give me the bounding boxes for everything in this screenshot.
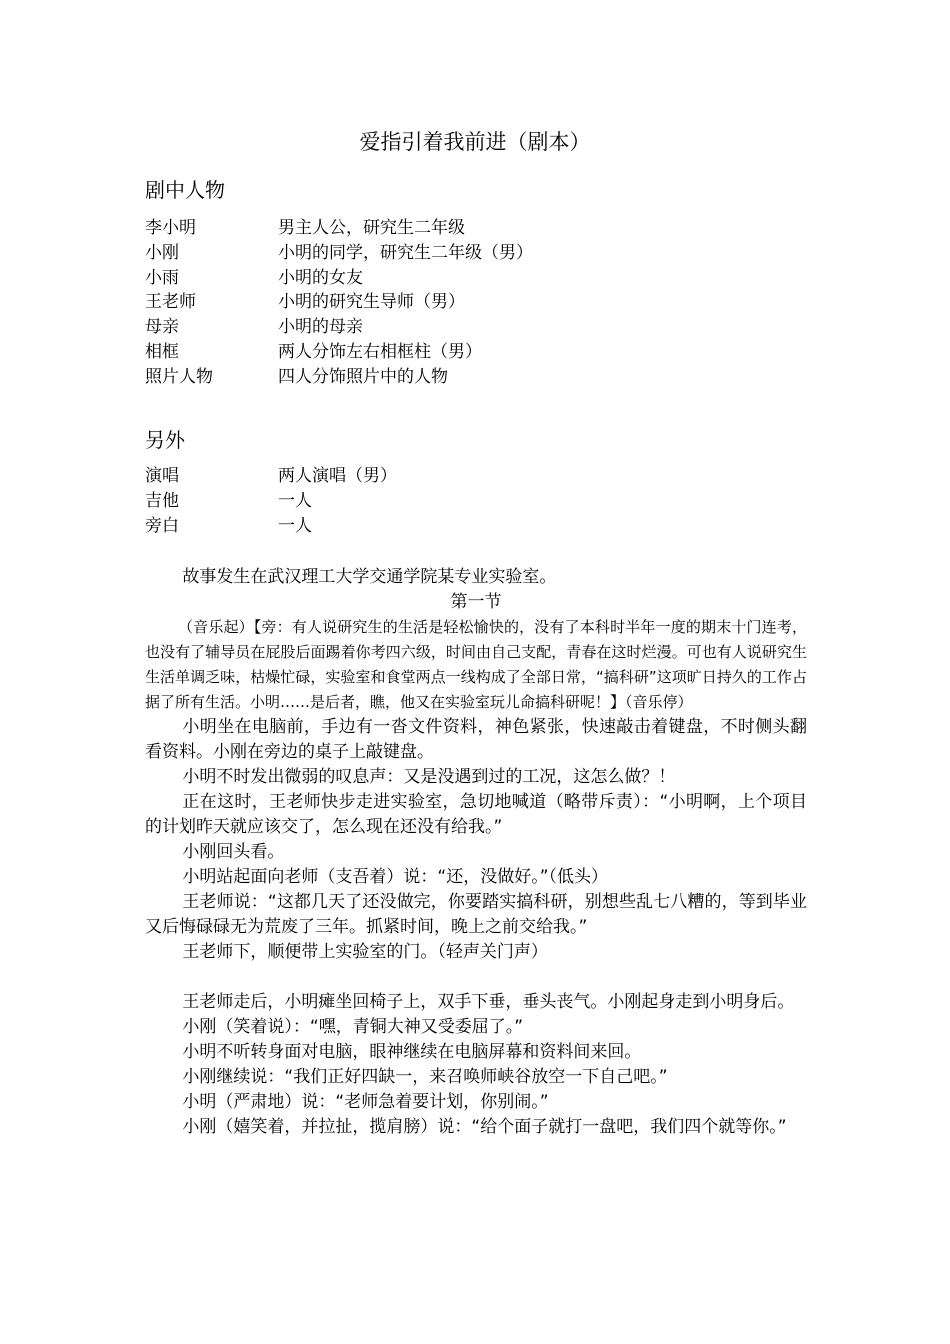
characters-heading: 剧中人物 (145, 178, 225, 202)
narration-paragraph: （音乐起）【旁：有人说研究生的生活是轻松愉快的，没有了本科时半年一度的期末十门连考，也没有了辅导员在屁股后面踢着你考四六级，时间由自己支配，青春在这时烂漫。可也有人说研究生生活单调乏味，枯燥忙碌，实验室和食堂两点一线构成了全部日常，“搞科研”这项旷日持久的工作占据了所有生活。小明……是后者，瞧，他又在实验室玩儿命搞科研呢！】（音乐停） (145, 618, 807, 711)
story-paragraph: 王老师下，顺便带上实验室的门。（轻声关门声） (182, 942, 548, 962)
others-row (145, 464, 785, 489)
document-title: 爱指引着我前进（剧本） (359, 130, 591, 154)
character-desc: 小明的同学，研究生二年级（男） (278, 242, 533, 263)
character-row (145, 266, 785, 291)
others-desc: 一人 (278, 490, 312, 511)
story-paragraph: 小刚回头看。 (182, 842, 285, 862)
section-title: 第一节 (450, 592, 502, 612)
others-name: 旁白 (145, 515, 179, 536)
others-heading: 另外 (145, 428, 185, 452)
character-desc: 两人分饰左右相框柱（男） (278, 341, 482, 362)
character-name: 小刚 (145, 242, 179, 263)
character-row (145, 340, 785, 365)
story-paragraph: 小明不时发出微弱的叹息声：又是没遇到过的工况，这怎么做？！ (182, 767, 676, 787)
others-desc: 两人演唱（男） (278, 466, 397, 486)
others-list (145, 464, 785, 538)
story-paragraph: 小明站起面向老师（支吾着）说：“还，没做好。”（低头） (182, 867, 609, 887)
story-text (145, 565, 807, 1140)
others-row (145, 514, 785, 539)
character-row (145, 290, 785, 315)
story-paragraph: 小明不听转身面对电脑，眼神继续在电脑屏幕和资料间来回。 (182, 1042, 642, 1062)
character-name: 小雨 (145, 267, 179, 288)
character-row (145, 216, 785, 241)
story-paragraph: 小明（严肃地）说：“老师急着要计划，你别闹。” (182, 1092, 549, 1112)
story-paragraph: 小明坐在电脑前，手边有一沓文件资料，神色紧张，快速敲击着键盘，不时侧头翻看资料。小刚在旁边的桌子上敲键盘。 (145, 717, 807, 762)
characters-list (145, 216, 785, 390)
character-desc: 四人分饰照片中的人物 (278, 366, 448, 387)
character-row (145, 315, 785, 340)
character-desc: 小明的女友 (278, 267, 363, 288)
story-setting: 故事发生在武汉理工大学交通学院某专业实验室。 (182, 567, 557, 587)
character-row (145, 365, 785, 390)
others-row (145, 489, 785, 514)
character-desc: 男主人公，研究生二年级 (278, 218, 465, 238)
character-name: 李小明 (145, 218, 196, 238)
story-paragraph: 小刚（嬉笑着，并拉扯，揽肩膀）说：“给个面子就打一盘吧，我们四个就等你。” (182, 1117, 787, 1137)
story-paragraph: 小刚（笑着说）：“嘿，青铜大神又受委屈了。” (182, 1017, 524, 1037)
blank-line (145, 965, 807, 990)
story-paragraph: 王老师说：“这都几天了还没做完，你要踏实搞科研，别想些乱七八糟的，等到毕业又后悔碌碌无为荒废了三年。抓紧时间，晚上之前交给我。” (145, 892, 807, 937)
character-name: 王老师 (145, 292, 196, 313)
others-name: 演唱 (145, 466, 179, 486)
others-desc: 一人 (278, 515, 312, 536)
story-paragraph: 小刚继续说：“我们正好四缺一，来召唤师峡谷放空一下自己吧。” (182, 1067, 668, 1087)
character-name: 母亲 (145, 317, 179, 338)
story-paragraph: 正在这时，王老师快步走进实验室，急切地喊道（略带斥责）：“小明啊，上个项目的计划昨天就应该交了，怎么现在还没有给我。” (145, 792, 807, 837)
character-row (145, 241, 785, 266)
character-name: 相框 (145, 341, 179, 362)
character-desc: 小明的研究生导师（男） (278, 292, 465, 313)
character-desc: 小明的母亲 (278, 317, 363, 338)
others-name: 吉他 (145, 490, 179, 511)
story-paragraph: 王老师走后，小明瘫坐回椅子上，双手下垂，垂头丧气。小刚起身走到小明身后。 (182, 992, 795, 1012)
character-name: 照片人物 (145, 366, 213, 387)
